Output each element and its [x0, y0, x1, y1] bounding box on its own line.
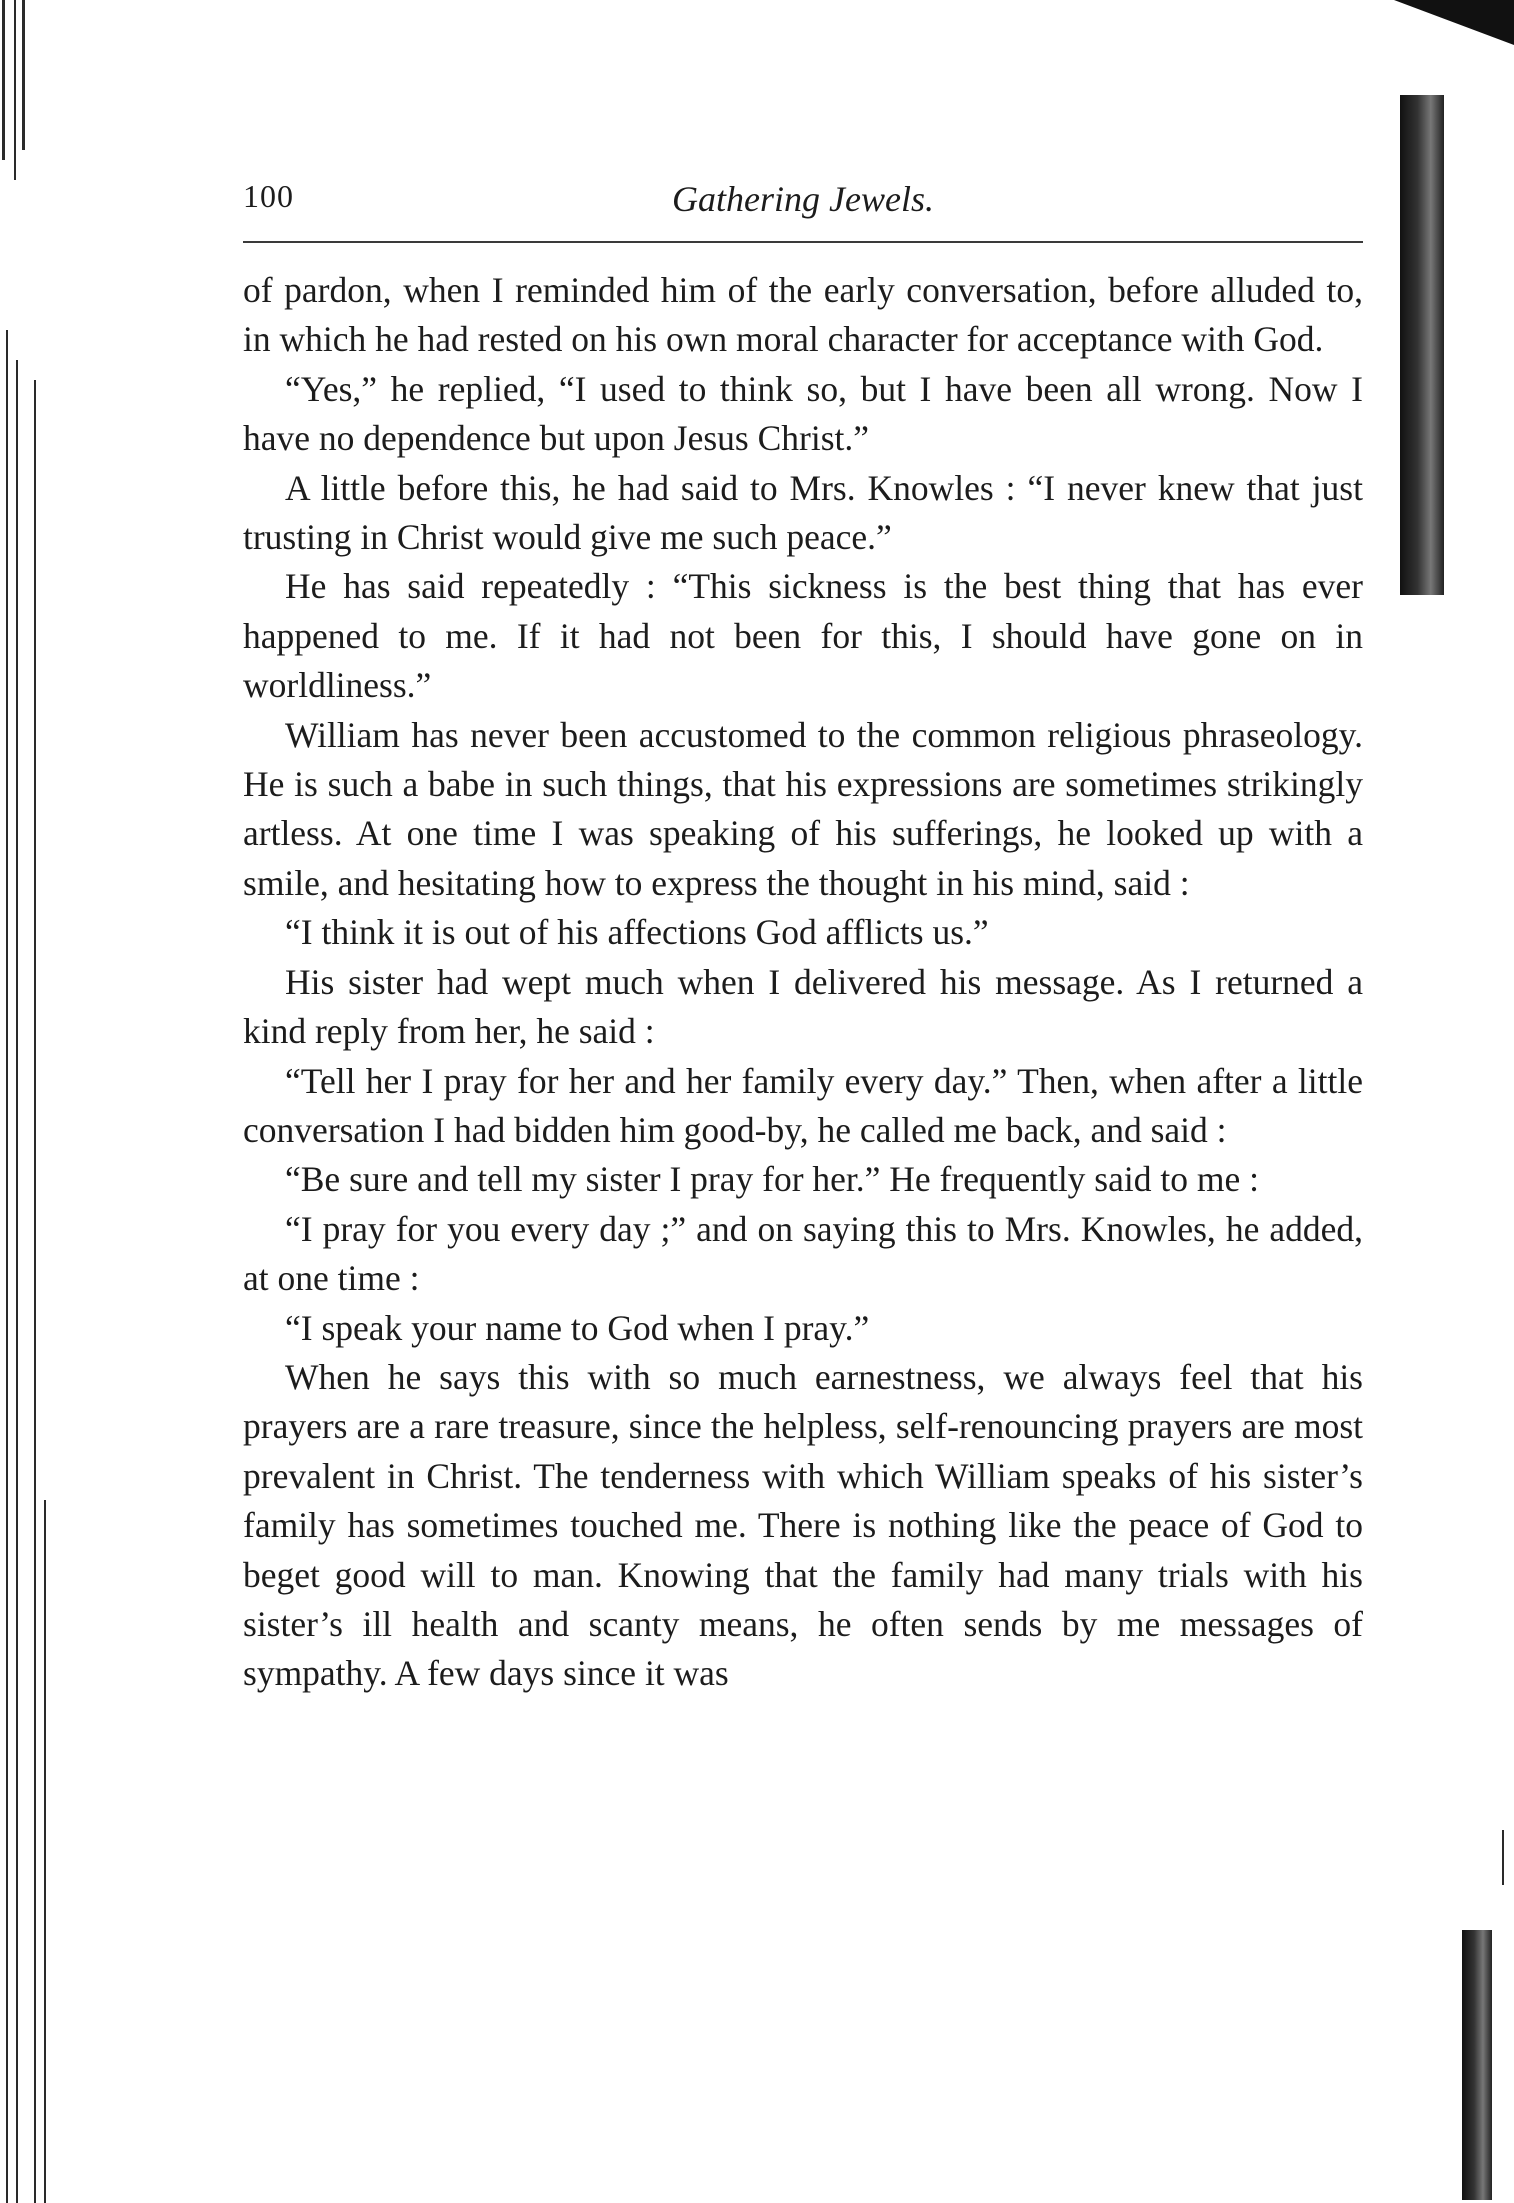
binding-edge-line	[14, 0, 16, 180]
paragraph: “Tell her I pray for her and her family every day.” Then, when after a little conversation I had bidden him good-by, he called me back, and said :	[243, 1060, 1363, 1150]
binding-edge-line	[34, 380, 36, 2203]
page-number: 100	[243, 178, 294, 214]
right-edge-tick	[1502, 1830, 1504, 1885]
paragraph: “I think it is out of his affections God afflicts us.”	[285, 912, 989, 953]
corner-wedge-mark	[1394, 0, 1514, 45]
page-header	[243, 178, 1363, 228]
body-text	[243, 266, 1363, 1699]
paragraph: “I pray for you every day ;” and on saying this to Mrs. Knowles, he added, at one time :	[243, 1208, 1363, 1299]
paragraph: His sister had wept much when I delivered his message. As I returned a kind reply from her, he said :	[243, 961, 1363, 1052]
paragraph: “Be sure and tell my sister I pray for her.” He frequently said to me :	[285, 1159, 1259, 1200]
paragraph: “I speak your name to God when I pray.”	[285, 1307, 870, 1348]
right-edge-bar	[1400, 95, 1444, 595]
right-edge-bar-lower	[1462, 1930, 1492, 2200]
paragraph: When he says this with so much earnestness, we always feel that his prayers are a rare treasure, since the helpless, self-renouncing prayers are most prevalent in Christ. The tenderness with which William speaks of his sister’s family has sometimes touched me. There is nothing like the peace of God to beget good will to man. Knowing that the family had many trials with his sister’s ill health and scanty means, he often sends by me messages of sympathy. A few days since it was	[243, 1356, 1363, 1694]
paragraph: He has said repeatedly : “This sickness is the best thing that has ever happened to me. If it had not been for this, I should have gone on in worldliness.”	[243, 566, 1363, 706]
running-head: Gathering Jewels.	[672, 179, 934, 219]
binding-edge-line	[22, 0, 25, 150]
binding-edge-line	[44, 1500, 46, 2203]
binding-edge-line	[6, 330, 8, 2203]
paragraph: of pardon, when I reminded him of the early conversation, before alluded to, in which he had rested on his own moral character for acceptance with God.	[243, 270, 1363, 360]
paragraph: “Yes,” he replied, “I used to think so, but I have been all wrong. Now I have no dependence but upon Jesus Christ.”	[243, 368, 1363, 459]
binding-edge-line	[16, 360, 18, 2203]
binding-edge-line	[2, 0, 5, 160]
header-rule	[243, 241, 1363, 243]
paragraph: A little before this, he had said to Mrs. Knowles : “I never knew that just trusting in Christ would give me such peace.”	[243, 467, 1363, 558]
paragraph: William has never been accustomed to the common religious phraseology. He is such a babe in such things, that his expressions are sometimes strikingly artless. At one time I was speaking of his sufferings, he looked up with a smile, and hesitating how to express the thought in his mind, said :	[243, 714, 1363, 903]
